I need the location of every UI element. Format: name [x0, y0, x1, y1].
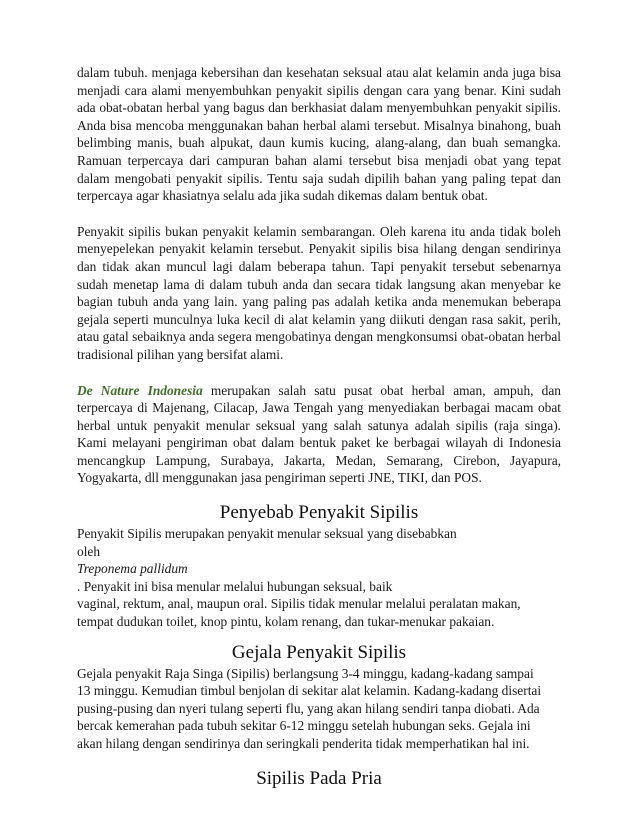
paragraph-intro: dalam tubuh. menjaga kebersihan dan kesehatan seksual atau alat kelamin anda juga bisa menjadi cara alami menyembuhkan penyakit sipilis dengan cara yang benar. Kini sudah ada obat-obatan herbal yang bagus dan berkhasiat dalam menyembuhkan penyakit sipilis. Anda bisa mencoba menggunakan bahan herbal alami tersebut. Misalnya binahong, buah belimbing manis, buah alpukat, daun kumis kucing, alang-alang, dan buah semangka. Ramuan terpercaya dari campuran bahan alami tersebut bisa menjadi obat yang tepat dalam mengobati penyakit sipilis. Tentu saja sudah dipilih bahan yang paling tepat dan terpercaya agar khasiatnya selalu ada jika sudah dikemas dalam bentuk obat.: [77, 65, 561, 204]
section-gejala-body: [77, 665, 561, 753]
text-fragment: . Penyakit ini bisa menular melalui hubungan seksual, baik: [77, 578, 393, 594]
text-line: 13 minggu. Kemudian timbul benjolan di sekitar alat kelamin. Kadang-kadang disertai: [77, 683, 542, 699]
heading-sipilis-pria: Sipilis Pada Pria: [256, 767, 382, 789]
text-line: Gejala penyakit Raja Singa (Sipilis) berlangsung 3-4 minggu, kadang-kadang sampai: [77, 665, 534, 681]
brand-name: De Nature Indonesia: [77, 382, 203, 398]
paragraph-company-text: merupakan salah satu pusat obat herbal aman, ampuh, dan terpercaya di Majenang, Cilacap, Jawa Tengah yang menyediakan berbagai macam obat herbal untuk penyakit menular seksual yang salah satunya adalah sipilis (raja singa). Kami melayani pengiriman obat dalam bentuk paket ke berbagai wilayah di Indonesia mencangkup Lampung, Surabaya, Jakarta, Medan, Semarang, Cirebon, Jayapura, Yogyakarta, dll menggunakan jasa pengiriman seperti JNE, TIKI, dan POS.: [77, 382, 561, 486]
document-page: [77, 64, 561, 791]
paragraph-warning: Penyakit sipilis bukan penyakit kelamin sembarangan. Oleh karena itu anda tidak boleh menyepelekan penyakit kelamin tersebut. Penyakit sipilis bisa hilang dengan sendirinya dan tidak akan muncul lagi dalam beberapa tahun. Tapi penyakit tersebut sebenarnya sudah menetap lama di dalam tubuh anda dan secara tidak langsung akan menyebar ke bagian tubuh anda yang lain. yang paling pas adalah ketika anda menemukan beberapa gejala seperti munculnya luka kecil di alat kelamin yang diikuti dengan rasa sakit, perih, atau gatal sebaiknya anda segera mengobatinya dengan mengkonsumsi obat-obatan herbal tradisional pilihan yang bersifat alami.: [77, 223, 561, 362]
heading-penyebab: Penyebab Penyakit Sipilis: [219, 502, 419, 524]
heading-gejala: Gejala Penyakit Sipilis: [231, 641, 407, 663]
text-line: Penyakit Sipilis merupakan penyakit menular seksual yang disebabkan: [77, 526, 457, 542]
italic-term: Treponema pallidum: [77, 561, 188, 577]
text-fragment: oleh: [77, 543, 101, 559]
text-line: bercak kemerahan pada tubuh sekitar 6-12 minggu setelah hubungan seks. Gejala ini: [77, 718, 531, 734]
text-line: pusing-pusing dan nyeri tulang seperti flu, yang akan hilang sendiri tanpa diobati. Ada: [77, 700, 540, 716]
text-line: [77, 543, 561, 596]
text-line: tempat dudukan toilet, knop pintu, kolam renang, dan tukar-menukar pakaian.: [77, 614, 495, 630]
section-penyebab-body: [77, 525, 561, 631]
text-line: akan hilang dengan sendirinya dan seringkali penderita tidak memperhatikan hal ini.: [77, 736, 530, 751]
text-line: vaginal, rektum, anal, maupun oral. Sipilis tidak menular melalui peralatan makan,: [77, 596, 521, 612]
paragraph-company: [77, 382, 561, 488]
